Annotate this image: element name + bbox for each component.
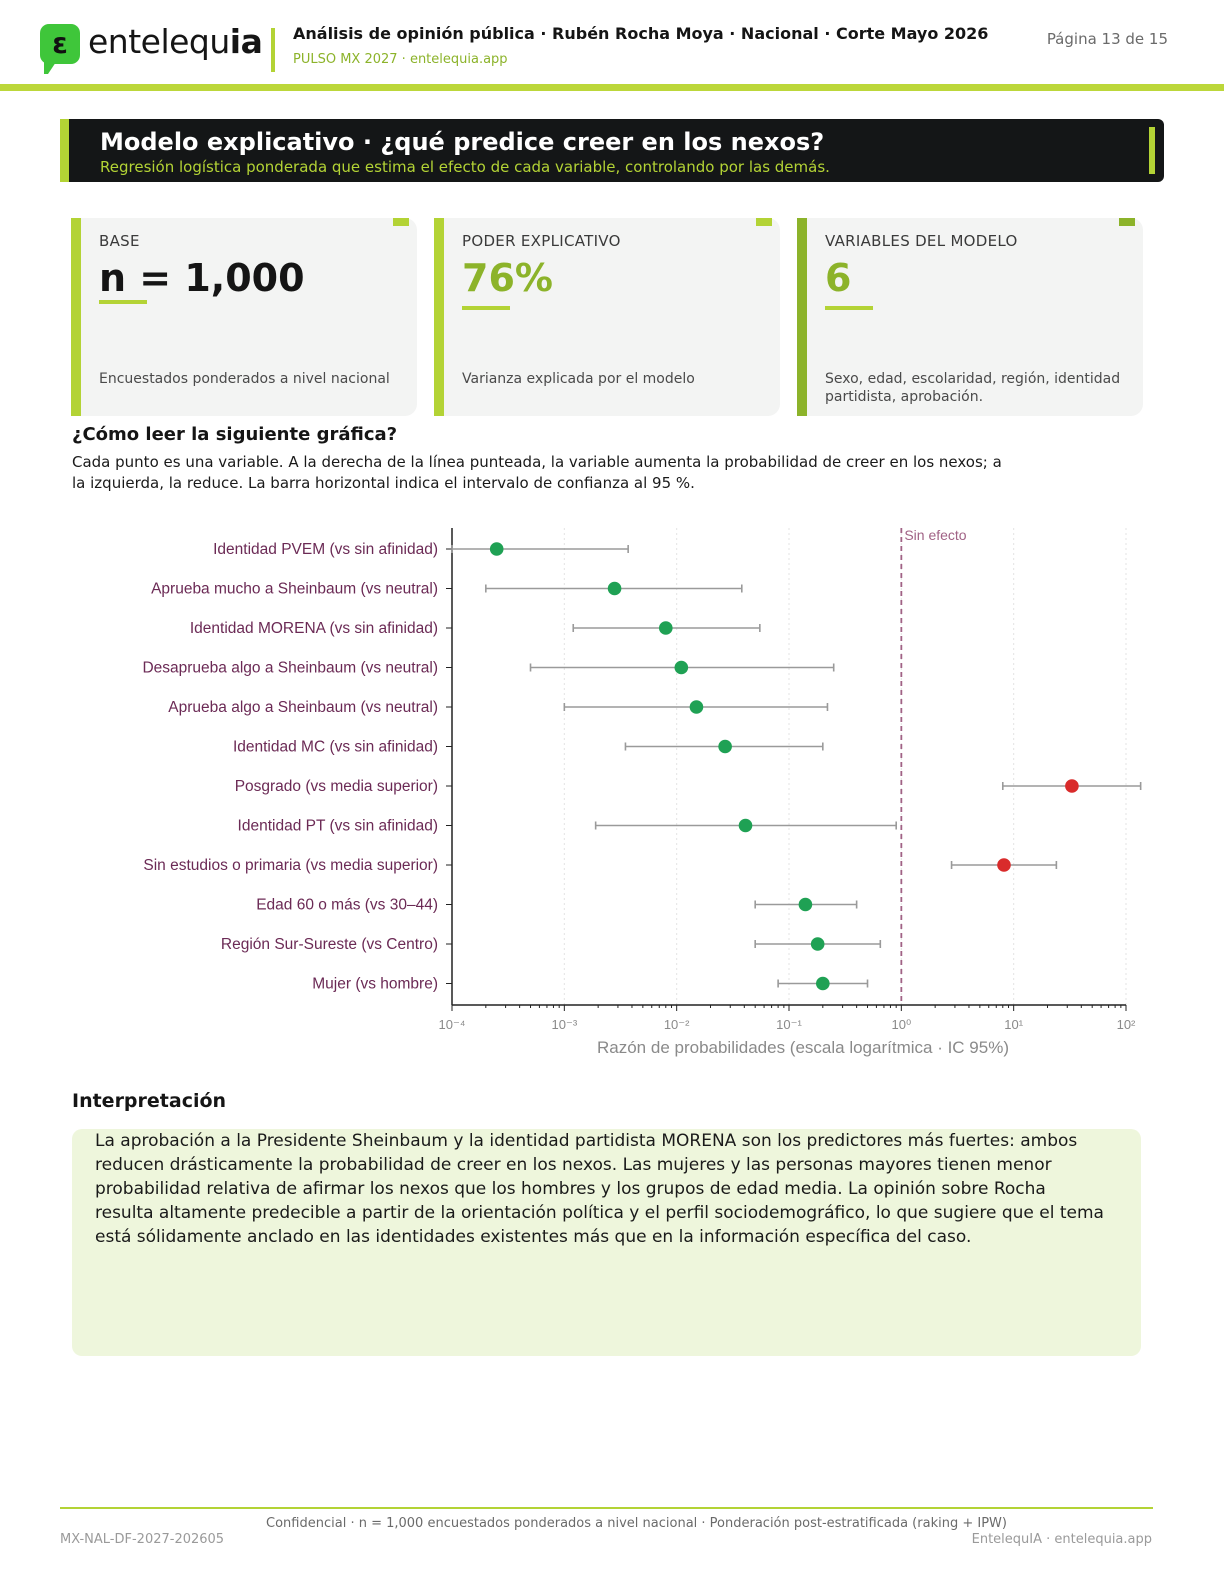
howto-title: ¿Cómo leer la siguiente gráfica?: [72, 424, 398, 445]
row-label: Desaprueba algo a Sheinbaum (vs neutral): [142, 659, 438, 677]
row-label: Región Sur-Sureste (vs Centro): [220, 936, 438, 953]
point-estimate: [816, 977, 830, 991]
kpi-label: PODER EXPLICATIVO: [462, 232, 621, 250]
x-axis-label: Razón de probabilidades (escala logarítmica · IC 95%): [597, 1038, 1009, 1057]
section-banner: [60, 119, 1164, 182]
row-label: Mujer (vs hombre): [312, 975, 438, 993]
x-tick-label: 10⁻¹: [776, 1017, 802, 1032]
logo-text-bold: ia: [229, 22, 263, 61]
kpi-card-base: [71, 218, 417, 416]
row-label: Aprueba mucho a Sheinbaum (vs neutral): [151, 580, 438, 598]
footer-divider: [60, 1507, 1153, 1509]
x-tick-label: 10⁰: [891, 1017, 912, 1032]
row-label: Identidad MC (vs sin afinidad): [232, 738, 438, 756]
footer-note: Confidencial · n = 1,000 encuestados ponderados a nivel nacional · Ponderación post-estratificada (raking + IPW): [266, 1516, 1007, 1531]
banner-left-accent: [60, 119, 69, 182]
header-divider: [271, 28, 275, 72]
x-tick-label: 10¹: [1004, 1017, 1024, 1032]
header-accent-bar: [0, 84, 1224, 91]
kpi-label: BASE: [99, 232, 140, 250]
page-header: [0, 0, 1224, 84]
howto-text: Cada punto es una variable. A la derecha de la línea punteada, la variable aumenta la probabilidad de creer en los nexos; a la izquierda, la reduce. La barra horizontal indica el intervalo de confianza al 95 %.: [72, 453, 1002, 492]
report-subtitle: PULSO MX 2027 · entelequia.app: [293, 52, 508, 67]
report-title: Análisis de opinión pública · Rubén Rocha Moya · Nacional · Corte Mayo 2026: [293, 24, 989, 43]
page-number: Página 13 de 15: [1046, 30, 1168, 48]
logo-glyph: ε: [52, 27, 68, 60]
kpi-value: 6: [825, 256, 852, 300]
point-estimate: [799, 898, 813, 912]
x-tick-label: 10⁻⁴: [438, 1017, 466, 1032]
point-estimate: [659, 621, 673, 635]
x-tick-label: 10²: [1116, 1017, 1136, 1032]
row-label: Identidad MORENA (vs sin afinidad): [189, 620, 438, 637]
kpi-label: VARIABLES DEL MODELO: [825, 232, 1018, 250]
x-tick-label: 10⁻²: [663, 1017, 690, 1032]
section-subtitle: Regresión logística ponderada que estima el efecto de cada variable, controlando por las demás.: [100, 158, 830, 176]
logo-icon: [40, 24, 80, 64]
banner-right-accent: [1149, 127, 1155, 174]
footer-brand: EntelequIA · entelequia.app: [971, 1532, 1152, 1547]
row-label: Sin estudios o primaria (vs media superior): [143, 857, 438, 874]
row-label: Edad 60 o más (vs 30–44): [256, 896, 438, 914]
point-estimate: [811, 937, 825, 951]
kpi-card-variables: [797, 218, 1143, 416]
logo-wordmark: [88, 22, 262, 62]
point-estimate: [739, 819, 753, 833]
point-estimate: [690, 700, 704, 714]
kpi-card-power: [434, 218, 780, 416]
point-estimate: [608, 582, 622, 596]
kpi-note: Encuestados ponderados a nivel nacional: [99, 371, 390, 387]
interpretation-title: Interpretación: [72, 1090, 227, 1112]
row-label: Identidad PVEM (vs sin afinidad): [213, 541, 438, 558]
interpretation-box: [72, 1129, 1141, 1356]
point-estimate: [997, 858, 1011, 872]
kpi-value: 76%: [462, 256, 553, 300]
row-label: Posgrado (vs media superior): [234, 778, 438, 795]
point-estimate: [675, 661, 689, 675]
kpi-value: n = 1,000: [99, 256, 305, 300]
row-label: Identidad PT (vs sin afinidad): [237, 817, 438, 835]
kpi-note: Sexo, edad, escolaridad, región, identidad partidista, aprobación.: [825, 371, 1121, 405]
reference-label: Sin efecto: [904, 527, 967, 543]
row-label: Aprueba algo a Sheinbaum (vs neutral): [168, 699, 438, 716]
interpretation-text: La aprobación a la Presidente Sheinbaum y la identidad partidista MORENA son los predictores más fuertes: ambos reducen drásticamente la probabilidad de creer en los nexos. Las mujeres y las personas mayores tienen menor probabilidad relativa de afirmar los nexos que los hombres y los grupos de edad media. La opinión sobre Rocha resulta altamente predecible a partir de la orientación política y el perfil sociodemográfico, lo que sugiere que el tema está sólidamente anclado en las identidades existentes más que en la información específica del caso.: [95, 1131, 1104, 1247]
point-estimate: [1065, 779, 1079, 793]
logo-text-regular: entelequ: [88, 22, 230, 61]
kpi-note: Varianza explicada por el modelo: [462, 371, 695, 387]
point-estimate: [718, 740, 732, 754]
section-title: Modelo explicativo · ¿qué predice creer en los nexos?: [100, 128, 825, 156]
point-estimate: [490, 542, 504, 556]
footer-doc-id: MX-NAL-DF-2027-202605: [60, 1532, 225, 1547]
x-tick-label: 10⁻³: [551, 1017, 578, 1032]
